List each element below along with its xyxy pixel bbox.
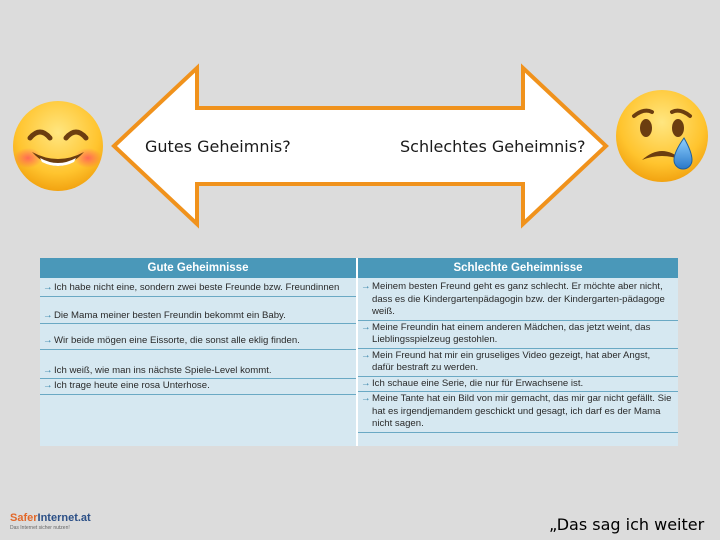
crying-face-icon bbox=[612, 86, 712, 186]
bad-secret-item: → Meine Tante hat ein Bild von mir gemacht, das mir gar nicht gefällt. Sie hat es irgendjemandem geschickt und gesagt, ich darf es der Mama nicht sagen. bbox=[358, 392, 678, 433]
arrow-bullet-icon: → bbox=[43, 380, 53, 391]
arrow-bullet-icon: → bbox=[43, 364, 53, 376]
good-secrets-column bbox=[40, 258, 356, 446]
bad-secret-item: → Mein Freund hat mir ein gruseliges Video gezeigt, hat aber Angst, dafür bestraft zu werden. bbox=[358, 349, 678, 377]
bad-secret-label: Schlechtes Geheimnis? bbox=[400, 137, 586, 156]
bad-secret-item: → Meinem besten Freund geht es ganz schlecht. Er möchte aber nicht, dass es die Kindergartenpädagogin bzw. der Kindergarten-pädagoge weiß. bbox=[358, 280, 678, 321]
bad-secret-item: → Ich schaue eine Serie, die nur für Erwachsene ist. bbox=[358, 377, 678, 393]
bad-secrets-column bbox=[358, 258, 678, 446]
arrow-bullet-icon: → bbox=[43, 309, 53, 321]
good-secrets-header: Gute Geheimnisse bbox=[40, 258, 356, 278]
good-secret-item: → Ich habe nicht eine, sondern zwei beste Freunde bzw. Freundinnen bbox=[40, 281, 356, 297]
arrow-bullet-icon: → bbox=[361, 393, 371, 404]
arrow-bullet-icon: → bbox=[43, 335, 53, 346]
good-secret-item: → Die Mama meiner besten Freundin bekommt ein Baby. bbox=[40, 309, 356, 325]
good-secret-item: → Ich trage heute eine rosa Unterhose. bbox=[40, 379, 356, 395]
good-secret-label: Gutes Geheimnis? bbox=[145, 137, 291, 156]
secrets-table bbox=[40, 258, 678, 446]
arrow-bullet-icon: → bbox=[361, 281, 371, 292]
arrow-bullet-icon: → bbox=[361, 321, 371, 333]
footer-caption: „Das sag ich weiter bbox=[549, 515, 705, 534]
good-secret-item: → Ich weiß, wie man ins nächste Spiele-Level kommt. bbox=[40, 364, 356, 380]
good-secret-item: → Wir beide mögen eine Eissorte, die sonst alle eklig finden. bbox=[40, 334, 356, 350]
bad-secret-item: → Meine Freundin hat einem anderen Mädchen, das jetzt weint, das Lieblingsspielzeug gestohlen. bbox=[358, 321, 678, 349]
arrow-bullet-icon: → bbox=[361, 377, 371, 389]
bad-secrets-header: Schlechte Geheimnisse bbox=[358, 258, 678, 278]
saferinternet-logo: SaferInternet.at Das Internet sicher nutzen! bbox=[10, 512, 91, 531]
arrow-bullet-icon: → bbox=[361, 349, 371, 361]
happy-blushing-face-icon bbox=[10, 98, 106, 194]
arrow-bullet-icon: → bbox=[43, 282, 53, 293]
